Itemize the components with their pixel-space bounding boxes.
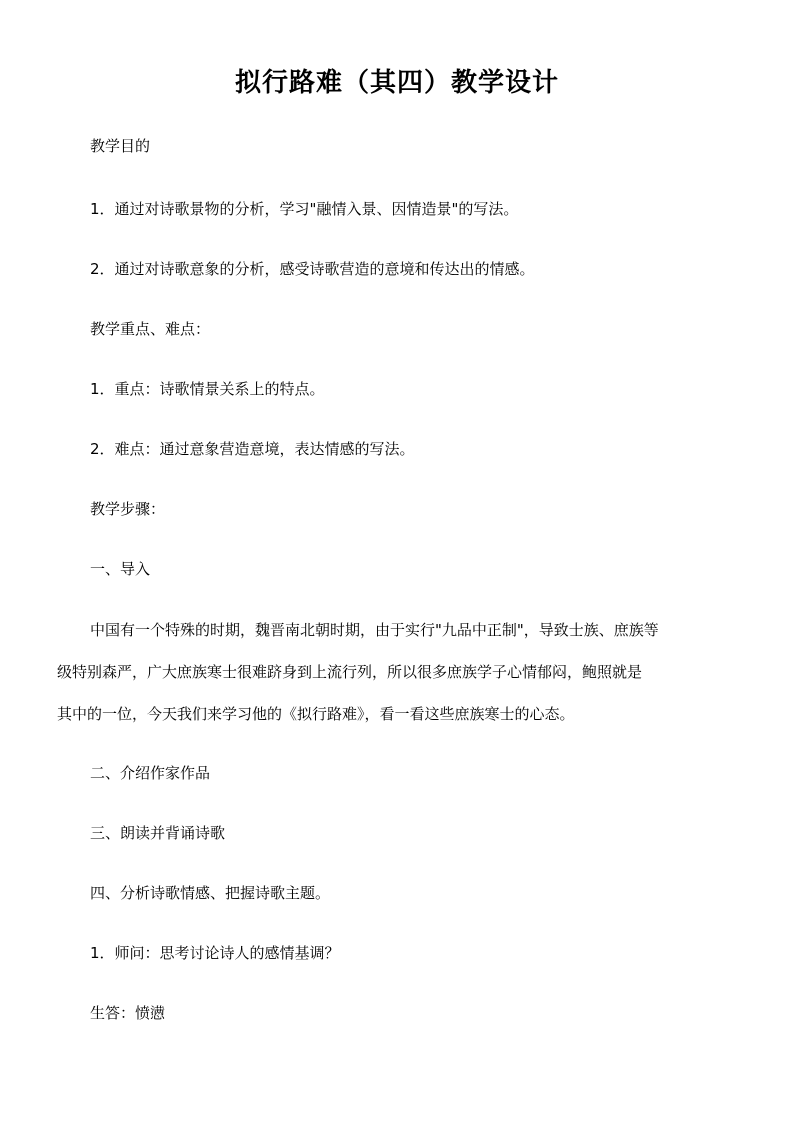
section-heading-objectives: 教学目的 bbox=[90, 137, 151, 155]
intro-paragraph-line: 其中的一位，今天我们来学习他的《拟行路难》，看一看这些庶族寒士的心态。 bbox=[57, 705, 575, 723]
step-heading-1: 一、导入 bbox=[90, 560, 151, 578]
key-point-item-2: 2．难点：通过意象营造意境，表达情感的写法。 bbox=[90, 440, 415, 458]
objective-item-2: 2．通过对诗歌意象的分析，感受诗歌营造的意境和传达出的情感。 bbox=[90, 260, 535, 278]
section-heading-steps: 教学步骤： bbox=[90, 500, 166, 518]
intro-paragraph-line: 级特别森严，广大庶族寒士很难跻身到上流行列，所以很多庶族学子心情郁闷，鲍照就是 bbox=[57, 663, 643, 681]
step-heading-2: 二、介绍作家作品 bbox=[90, 764, 211, 782]
objective-item-1: 1．通过对诗歌景物的分析，学习"融情入景、因情造景"的写法。 bbox=[90, 200, 519, 218]
document-title: 拟行路难（其四）教学设计 bbox=[234, 68, 559, 98]
intro-paragraph-line: 中国有一个特殊的时期，魏晋南北朝时期，由于实行"九品中正制"，导致士族、庶族等 bbox=[90, 621, 659, 639]
section-heading-key-points: 教学重点、难点： bbox=[90, 320, 211, 338]
step-heading-4: 四、分析诗歌情感、把握诗歌主题。 bbox=[90, 884, 331, 902]
step-heading-3: 三、朗读并背诵诗歌 bbox=[90, 824, 226, 842]
key-point-item-1: 1．重点：诗歌情景关系上的特点。 bbox=[90, 380, 325, 398]
teacher-question: 1．师问：思考讨论诗人的感情基调？ bbox=[90, 944, 340, 962]
student-answer: 生答：愤懑 bbox=[90, 1004, 166, 1022]
